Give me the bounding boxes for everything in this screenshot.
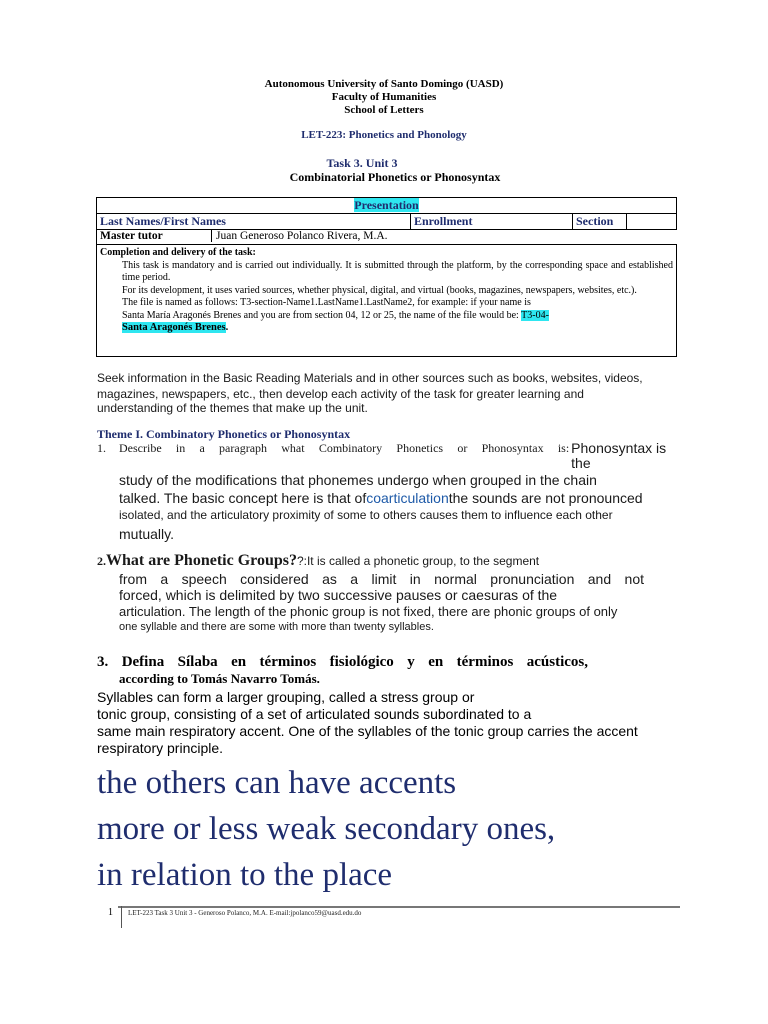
question-3-line-2: tonic group, consisting of a set of articulated sounds subordinated to a: [97, 706, 532, 722]
instruction-item: [100, 260, 673, 285]
question-1-line-3b: the sounds are not pronounced: [448, 490, 643, 506]
section-header-cell: [573, 214, 627, 230]
presentation-title: Presentation: [354, 198, 419, 212]
question-1-line-5: mutually.: [119, 526, 174, 542]
question-3-line-1: Syllables can form a larger grouping, called a stress group or: [97, 689, 475, 705]
question-2-line-3: forced, which is delimited by two successive pauses or caesuras of the: [119, 587, 558, 603]
bullet-box-icon: [100, 285, 122, 298]
course-title: LET-223: Phonetics and Phonology: [301, 129, 467, 141]
question-1-line-2: study of the modifications that phonemes undergo when grouped in the chain: [119, 472, 597, 488]
question-2-line-2: from a speech considered as a limit in normal pronunciation and not: [119, 571, 644, 587]
names-header: Last Names/First Names: [100, 214, 226, 228]
footer-divider: [121, 906, 122, 928]
footer-text: LET-223 Task 3 Unit 3 - Generoso Polanco, M.A. E-mail:jpolanco59@uasd.edu.do: [128, 909, 362, 917]
instruction-item: [100, 297, 673, 335]
tutor-value: Juan Generoso Polanco Rivera, M.A.: [216, 230, 388, 242]
question-1-line-3a: talked. The basic concept here is that of: [119, 490, 367, 506]
file-name-example-b: Santa Aragonés Brenes: [122, 322, 226, 333]
section-value-cell: [627, 214, 677, 230]
question-3-prompt: 3. Defina Sílaba en términos fisiológico y en términos acústicos,: [97, 654, 588, 670]
theme-title: Theme I. Combinatory Phonetics or Phonosyntax: [97, 427, 351, 441]
question-1: [97, 441, 689, 545]
question-1-line-3: [119, 490, 689, 507]
completion-heading: Completion and delivery of the task:: [100, 247, 256, 258]
question-3: [97, 653, 697, 757]
seek-instruction: [97, 371, 657, 415]
instruction-text: [122, 297, 673, 335]
question-3-prompt-2: according to Tomás Navarro Tomás.: [119, 671, 320, 686]
tutor-label: Master tutor: [97, 230, 212, 242]
bullet-box-icon: [100, 297, 122, 335]
large-text-line-1: the others can have accents: [97, 765, 457, 801]
question-2-line-5: one syllable and there are some with more than twenty syllables.: [119, 621, 434, 633]
file-naming-rule: The file is named as follows: T3-section-Name1.LastName1.LastName2, for example: if your name is: [122, 297, 531, 308]
university-name: Autonomous University of Santo Domingo (UASD): [264, 78, 504, 90]
question-1-number: 1.: [97, 441, 106, 455]
section-header: Section: [576, 214, 614, 228]
question-2-line-4: articulation. The length of the phonic group is not fixed, there are phonic groups of only: [119, 604, 618, 619]
presentation-table: [96, 197, 677, 357]
question-2: [97, 551, 657, 635]
task-subtitle: Combinatorial Phonetics or Phonosyntax: [289, 170, 501, 184]
question-3-line-3: same main respiratory accent. One of the syllables of the tonic group carries the accent: [97, 723, 638, 739]
large-text-line-2: more or less weak secondary ones,: [97, 811, 556, 847]
question-1-prompt: Describe in a paragraph what Combinatory Phonetics or Phonosyntax is:: [119, 441, 570, 455]
question-3-line-4: respiratory principle.: [97, 740, 224, 756]
tutor-row: [97, 230, 677, 245]
large-text-line-3: in relation to the place: [97, 857, 393, 893]
footer-rule: [118, 906, 680, 908]
page-number: 1: [108, 907, 113, 918]
large-text-block: [97, 760, 555, 898]
school-name: School of Letters: [344, 104, 424, 116]
question-1-answer-start: Phonosyntax is the: [571, 440, 667, 471]
completion-instructions: [97, 245, 677, 357]
coarticulation-term: coarticulation: [366, 490, 449, 506]
instruction-text: For its development, it uses varied sources, whether physical, digital, and virtual (books, magazines, newspapers, websites, etc.).: [122, 284, 637, 296]
file-naming-example: Santa María Aragonés Brenes and you are from section 04, 12 or 25, the name of the file would be:: [122, 309, 519, 321]
bullet-box-icon: [100, 260, 122, 285]
question-2-answer-start: ?:It is called a phonetic group, to the segment: [296, 554, 540, 568]
instruction-item: [100, 285, 673, 298]
enrollment-header: Enrollment: [414, 214, 473, 228]
presentation-title-cell: [97, 198, 677, 214]
enrollment-header-cell: [411, 214, 573, 230]
question-2-number: 2.: [97, 554, 106, 568]
question-1-prompt-row: [97, 441, 689, 471]
seek-text: Seek information in the Basic Reading Materials and in other sources such as books, websites, videos, magazines, newspapers, etc., then develop each activity of the task for greater learning and understanding of the themes that make up the unit.: [97, 371, 643, 415]
question-2-prompt: What are Phonetic Groups?: [106, 552, 297, 569]
question-2-prompt-row: [97, 551, 657, 571]
task-title: Task 3. Unit 3: [326, 156, 398, 170]
file-name-example-end: .: [225, 322, 229, 333]
instruction-text: This task is mandatory and is carried out individually. It is submitted through the platform, by the corresponding space and established time period.: [122, 259, 673, 283]
faculty-name: Faculty of Humanities: [331, 91, 437, 103]
names-header-cell: [97, 214, 411, 230]
question-1-line-4: isolated, and the articulatory proximity of some to others causes them to influence each other: [119, 508, 613, 522]
file-name-example-a: T3-04-: [521, 309, 549, 321]
